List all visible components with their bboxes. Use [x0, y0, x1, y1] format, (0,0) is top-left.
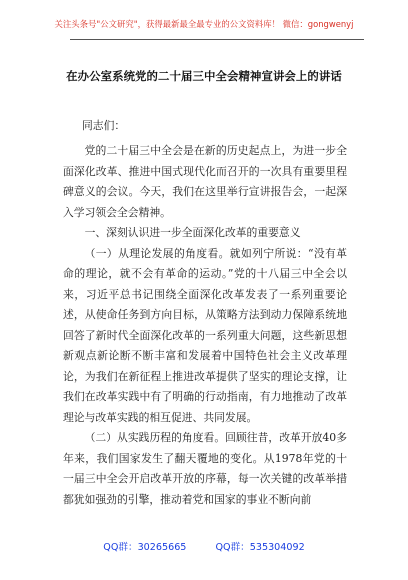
- footer: [0, 539, 408, 553]
- section-heading: 一、深刻认识进一步全面深化改革的重要意义: [84, 226, 301, 239]
- footer-qq-group-2: QQ群：535304092: [215, 542, 305, 553]
- body-paragraph: 党的二十届三中全会是在新的历史起点上，为进一步全面深化改革、推进中国式现代化而召开的一次具有重要里程碑意义的会议。今天，我们在这里举行宣讲报告会，一起深入学习领会全会精神。: [63, 144, 347, 219]
- salutation: 同志们：: [82, 119, 126, 132]
- header-banner: 关注头条号"公文研究"，获得最新最全最专业的公文资料库！ 微信：gongwenyj: [54, 19, 354, 29]
- body-paragraph: （二）从实践历程的角度看。回顾往昔，改革开放40多年来，我们国家发生了翻天覆地的变化。从1978年党的十一届三中全会开启改革开放的序幕，每一次关键的改革举措都犹如强劲的引擎，推动着党和国家的事业不断向前: [63, 431, 347, 506]
- footer-qq-group-1: QQ群：30265665: [103, 542, 187, 553]
- header-divider: [70, 39, 364, 40]
- body-paragraph: （一）从理论发展的角度看。就如列宁所说：“没有革命的理论，就不会有革命的运动。”党的十八届三中全会以来，习近平总书记围绕全面深化改革发表了一系列重要论述，从使命任务到方向目标，从策略方法到动力保障系统地回答了新时代全面深化改革的一系列重大问题，这些新思想新观点新论断不断丰富和发展着中国特色社会主义改革理论，为我们在新征程上推进改革提供了坚实的理论支撑，让我们在改革实践中有了明确的行动指南，有力地推动了改革理论与改革实践的相互促进、共同发展。: [63, 246, 347, 424]
- document-body: [63, 141, 347, 510]
- document-title: 在办公室系统党的二十届三中全会精神宣讲会上的讲话: [66, 69, 342, 83]
